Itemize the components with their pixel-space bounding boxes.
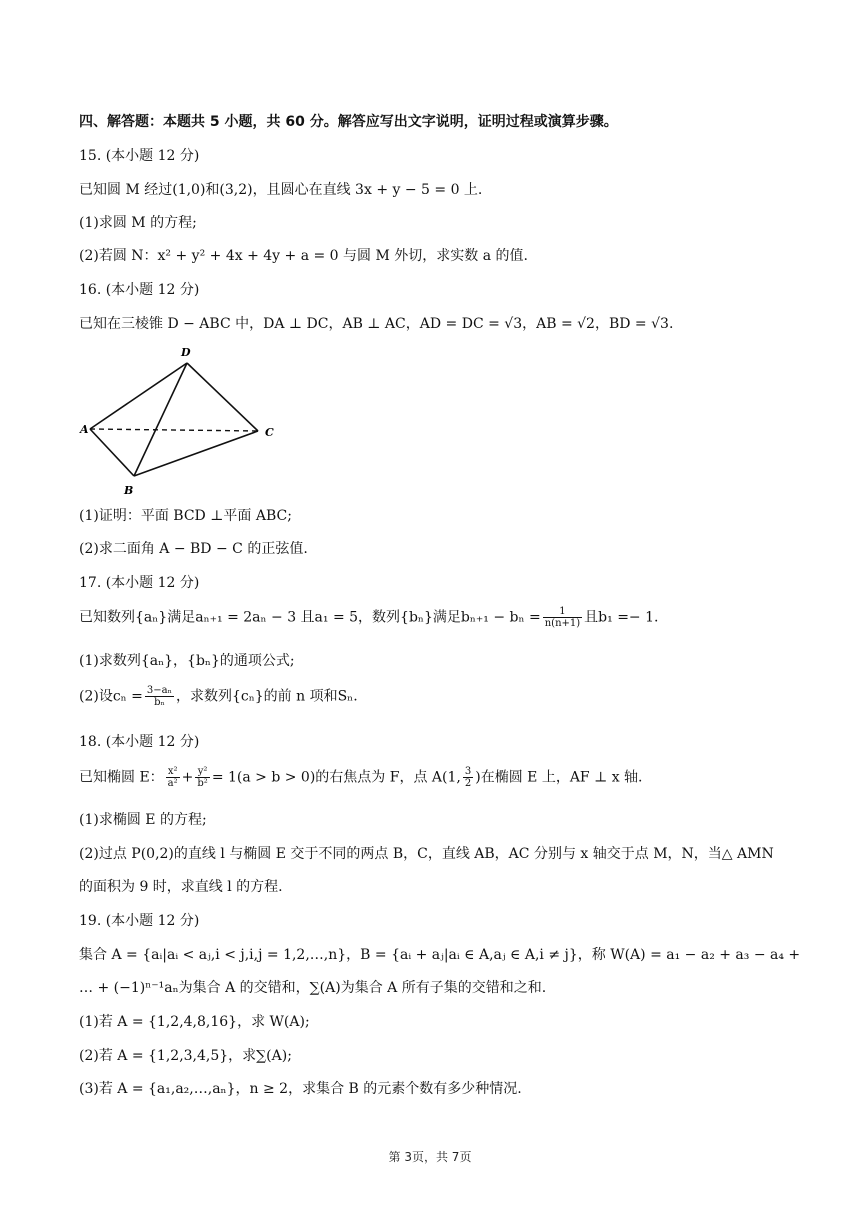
q17-part2 [79,685,358,708]
q18-stem-b: = 1(a > b > 0)的右焦点为 F，点 A [211,769,443,786]
label-a: A [80,423,89,436]
q18-stem-a: 已知椭圆 E： [79,769,164,786]
q16-part1: (1)证明：平面 BCD ⊥平面 ABC; [79,508,292,524]
q17-frac-num: 1 [543,606,582,618]
q17-stem-b: 且b₁ =− 1. [584,609,659,626]
q17-part2-frac-den: bₙ [154,697,165,708]
q18-frac-x [166,766,180,789]
q17-fraction [543,606,582,629]
q16-part2: (2)求二面角 A − BD − C 的正弦值. [79,541,308,557]
q18-frac1-num: x² [166,766,180,778]
q17-part2-b: ，求数列{cₙ}的前 n 项和Sₙ. [175,688,358,705]
q15-part1: (1)求圆 M 的方程; [79,215,197,231]
q18-stem [79,766,643,789]
tetrahedron-figure [78,342,278,502]
label-c: C [265,426,274,439]
q17-part2-frac-num: 3−aₙ [146,685,172,696]
edge-ab [90,429,134,476]
q18-frac2-num: y² [195,766,209,778]
q19-stem-line1: 集合 A = {aᵢ|aᵢ < aⱼ,i < j,i,j = 1,2,…,n}，B = {aᵢ + aⱼ|aᵢ ∈ A,aⱼ ∈ A,i ≠ j}，称 W(A) = a₁ − a₂ + a₃ − a₄ + [79,947,801,963]
q18-frac-y [195,766,209,789]
q15-stem: 已知圆 M 经过(1,0)和(3,2)，且圆心在直线 3x + y − 5 = 0 上. [79,182,483,198]
q19-label: 19. (本小题 12 分) [79,913,200,929]
label-b: B [124,484,134,497]
q17-label: 17. (本小题 12 分) [79,575,200,591]
q18-point-b: ) [475,769,481,786]
q15-label: 15. (本小题 12 分) [79,148,200,164]
q19-stem-line2: … + (−1)ⁿ⁻¹aₙ为集合 A 的交错和，∑(A)为集合 A 所有子集的交错和之和. [79,980,547,996]
q18-part2-line2: 的面积为 9 时，求直线 l 的方程. [79,879,283,895]
q18-part2-line1: (2)过点 P(0,2)的直线 l 与椭圆 E 交于不同的两点 B，C，直线 AB，AC 分别与 x 轴交于点 M，N，当△ AMN [79,846,774,862]
page-footer: 第 3页，共 7页 [388,1150,472,1164]
q17-stem-a: 已知数列{aₙ}满足aₙ₊₁ = 2aₙ − 3 且a₁ = 5，数列{bₙ}满足bₙ₊₁ − bₙ = [79,609,541,626]
section-heading: 四、解答题：本题共 5 小题，共 60 分。解答应写出文字说明，证明过程或演算步骤。 [79,114,618,130]
q18-frac3-num: 3 [464,766,472,777]
edge-dc [187,363,258,431]
q18-label: 18. (本小题 12 分) [79,734,200,750]
q19-part3: (3)若 A = {a₁,a₂,…,aₙ}，n ≥ 2，求集合 B 的元素个数有多少种情况. [79,1081,522,1097]
q17-part2-fraction [145,685,174,708]
label-d: D [181,346,191,359]
q16-label: 16. (本小题 12 分) [79,282,200,298]
q18-stem-c: 在椭圆 E 上，AF ⊥ x 轴. [480,769,643,786]
edge-da [90,363,187,429]
q15-part2: (2)若圆 N：x² + y² + 4x + 4y + a = 0 与圆 M 外切，求实数 a 的值. [79,248,528,264]
q18-frac2-den: b² [197,778,208,789]
q18-point-a: (1, [442,769,461,786]
q18-part1: (1)求椭圆 E 的方程; [79,812,207,828]
q17-part1: (1)求数列{aₙ}，{bₙ}的通项公式; [79,653,295,669]
edge-ac-hidden [90,429,258,431]
q17-frac-den: n(n+1) [544,618,581,629]
q16-stem: 已知在三棱锥 D − ABC 中，DA ⊥ DC，AB ⊥ AC，AD = DC = √3，AB = √2，BD = √3. [79,316,674,332]
q19-part1: (1)若 A = {1,2,4,8,16}，求 W(A); [79,1014,310,1030]
q19-part2: (2)若 A = {1,2,3,4,5}，求∑(A); [79,1048,292,1064]
q18-frac3-den: 2 [464,778,472,789]
q18-plus: + [181,769,194,786]
q18-frac1-den: a² [167,778,178,789]
q17-stem [79,606,658,629]
q17-part2-a: (2)设cₙ = [79,688,143,705]
q18-frac-point [463,766,473,789]
